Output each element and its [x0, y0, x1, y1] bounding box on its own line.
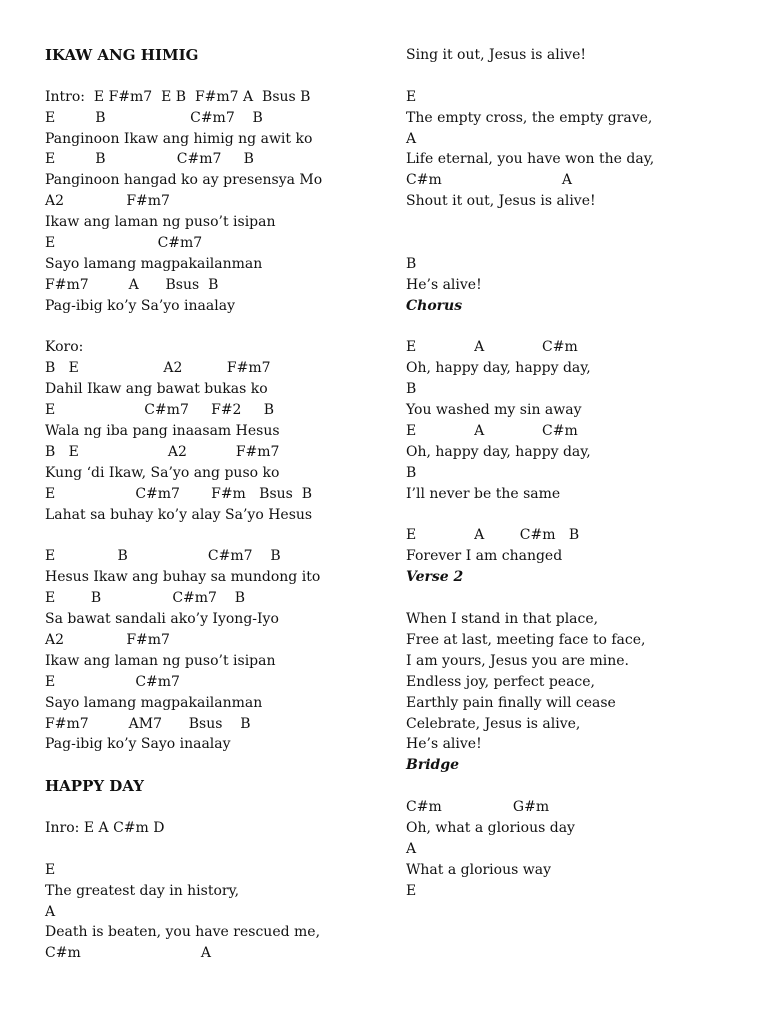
- chord-line: B: [406, 381, 417, 398]
- lyric-line: Koro:: [45, 339, 84, 356]
- chord-line: E B C#m7 B: [45, 548, 281, 565]
- lyric-line: Pag-ibig ko’y Sa’yo inaalay: [45, 297, 235, 314]
- lyric-line: Hesus Ikaw ang buhay sa mundong ito: [45, 569, 321, 586]
- blank-line: [406, 588, 746, 609]
- chord-line: C#m A: [406, 172, 572, 189]
- song-title: HAPPY DAY: [45, 777, 144, 796]
- lyric-line: Ikaw ang laman ng puso’t isipan: [45, 214, 276, 231]
- blank-line: [406, 505, 746, 526]
- lyric-line: I’ll never be the same: [406, 485, 561, 502]
- blank-line: [45, 66, 385, 87]
- chord-line: E C#m7: [45, 235, 203, 252]
- lyric-line: Panginoon Ikaw ang himig ng awit ko: [45, 130, 313, 147]
- chord-line: A: [406, 130, 417, 147]
- lyric-line: Dahil Ikaw ang bawat bukas ko: [45, 381, 268, 398]
- chord-line: B E A2 F#m7: [45, 360, 271, 377]
- lyric-line: Oh, happy day, happy day,: [406, 443, 591, 460]
- chord-line: C#m G#m: [406, 799, 550, 816]
- chord-line: B: [406, 464, 417, 481]
- lyric-line: You washed my sin away: [406, 402, 582, 419]
- lyric-line: Sa bawat sandali ako’y Iyong-Iyo: [45, 611, 279, 628]
- lyric-line: Inro: E A C#m D: [45, 819, 165, 836]
- lyric-line: He’s alive!: [406, 276, 482, 293]
- chord-line: B E A2 F#m7: [45, 443, 280, 460]
- chord-line: E B C#m7 B: [45, 151, 254, 168]
- chord-line: F#m7 A Bsus B: [45, 276, 219, 293]
- lyric-line: Free at last, meeting face to face,: [406, 631, 646, 648]
- lyric-line: Intro: E F#m7 E B F#m7 A Bsus B: [45, 88, 311, 105]
- section-label: Verse 2: [406, 569, 464, 586]
- lyric-line: Panginoon hangad ko ay presensya Mo: [45, 172, 323, 189]
- lyric-line: Oh, happy day, happy day,: [406, 360, 591, 377]
- chord-line: E C#m7 F#m Bsus B: [45, 485, 313, 502]
- chord-line: A2 F#m7: [45, 193, 170, 210]
- lyric-line: Forever I am changed: [406, 548, 563, 565]
- chord-line: E C#m7: [45, 673, 180, 690]
- chord-line: E A C#m: [406, 339, 578, 356]
- lyric-line: Death is beaten, you have rescued me,: [45, 924, 321, 941]
- lyric-line: Ikaw ang laman ng puso’t isipan: [45, 652, 276, 669]
- lyric-line: He’s alive!: [406, 736, 482, 753]
- lyric-line: Life eternal, you have won the day,: [406, 151, 655, 168]
- lyric-line: Celebrate, Jesus is alive,: [406, 715, 581, 732]
- chord-line: E: [406, 882, 417, 899]
- chord-line: C#m A: [45, 945, 211, 962]
- blank-line: [406, 233, 746, 254]
- chord-line: E B C#m7 B: [45, 590, 246, 607]
- lyric-line: Lahat sa buhay ko’y alay Sa’yo Hesus: [45, 506, 313, 523]
- lyric-line: Pag-ibig ko’y Sayo inaalay: [45, 736, 231, 753]
- section-label: Bridge: [406, 757, 460, 774]
- lyric-line: Oh, what a glorious day: [406, 819, 575, 836]
- chord-line: E: [406, 88, 417, 105]
- chord-line: A: [406, 840, 417, 857]
- blank-line: [406, 776, 746, 797]
- song-title: IKAW ANG HIMIG: [45, 46, 199, 64]
- right-column: [406, 45, 746, 902]
- lyric-line: Endless joy, perfect peace,: [406, 673, 595, 690]
- blank-line: [406, 212, 746, 233]
- section-label: Chorus: [406, 297, 463, 314]
- lyric-line: The greatest day in history,: [45, 882, 240, 899]
- chord-line: E A C#m: [406, 423, 578, 440]
- chord-line: A: [45, 903, 56, 920]
- lyric-line: When I stand in that place,: [406, 611, 599, 628]
- blank-line: [406, 317, 746, 338]
- left-column: [45, 45, 385, 964]
- blank-line: [406, 66, 746, 87]
- chord-line: E B C#m7 B: [45, 109, 263, 126]
- lyric-line: Earthly pain finally will cease: [406, 694, 616, 711]
- lyric-line: Wala ng iba pang inaasam Hesus: [45, 423, 280, 440]
- lyric-line: The empty cross, the empty grave,: [406, 109, 653, 126]
- lyric-line: I am yours, Jesus you are mine.: [406, 652, 630, 669]
- lyric-line: Shout it out, Jesus is alive!: [406, 193, 596, 210]
- blank-line: [45, 525, 385, 546]
- lyric-line: Sing it out, Jesus is alive!: [406, 47, 586, 63]
- chord-line: E C#m7 F#2 B: [45, 402, 274, 419]
- chord-line: A2 F#m7: [45, 631, 170, 648]
- chord-line: F#m7 AM7 Bsus B: [45, 715, 251, 732]
- lyric-line: Sayo lamang magpakailanman: [45, 255, 263, 272]
- lyric-line: Kung ‘di Ikaw, Sa’yo ang puso ko: [45, 464, 280, 481]
- blank-line: [45, 317, 385, 338]
- chord-line: E: [45, 861, 56, 878]
- lyric-line: What a glorious way: [406, 861, 551, 878]
- blank-line: [45, 797, 385, 818]
- chord-line: E A C#m B: [406, 527, 580, 544]
- lyric-line: Sayo lamang magpakailanman: [45, 694, 263, 711]
- blank-line: [45, 839, 385, 860]
- blank-line: [45, 755, 385, 776]
- chord-line: B: [406, 255, 417, 272]
